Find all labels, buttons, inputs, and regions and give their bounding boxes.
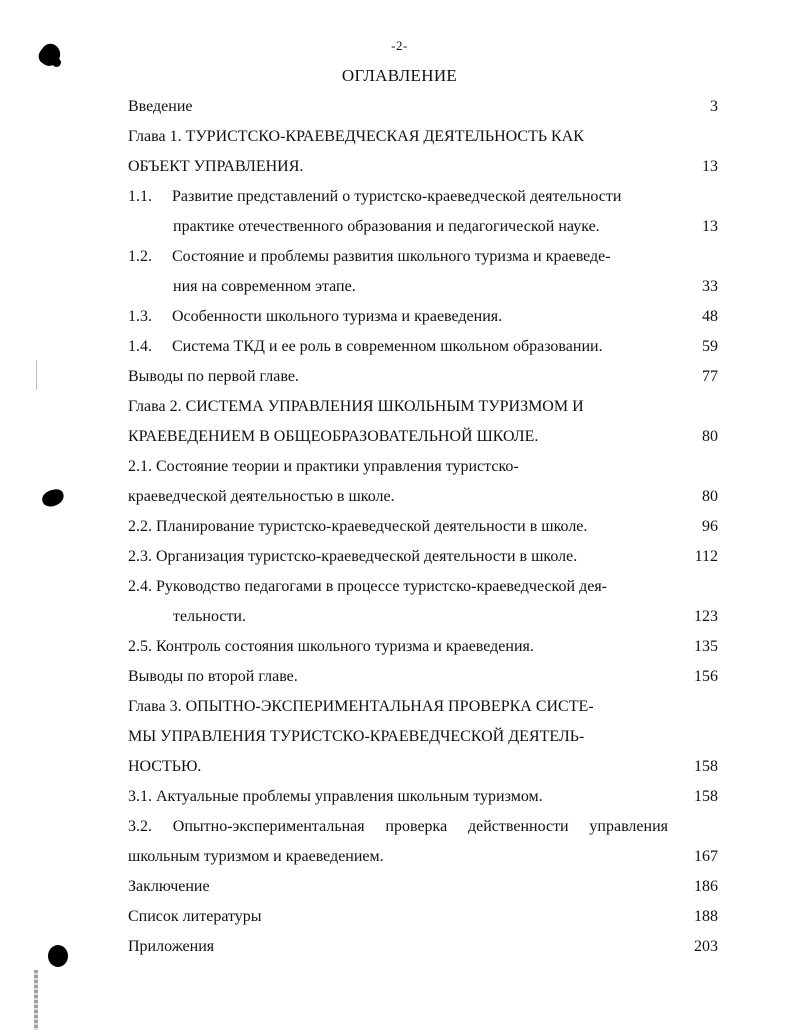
toc-entry-text: Особенности школьного туризма и краеведения. [172, 308, 503, 325]
toc-entry-section-2-3 [128, 542, 718, 572]
toc-entry-page: 3 [710, 98, 718, 115]
toc-entry-references [128, 902, 718, 932]
toc-entry-section-2-1-cont [128, 482, 718, 512]
toc-entry-page: 135 [694, 638, 718, 655]
toc-entry-text: ОБЪЕКТ УПРАВЛЕНИЯ. [128, 158, 304, 175]
toc-entry-text: Введение [128, 98, 193, 115]
toc-entry-text: Глава 2. СИСТЕМА УПРАВЛЕНИЯ ШКОЛЬНЫМ ТУРИЗМОМ И [128, 398, 584, 415]
toc-entry-section-1-3 [128, 302, 718, 332]
toc-entry-text: 2.4. Руководство педагогами в процессе туристско-краеведческой дея- [128, 578, 608, 595]
toc-entry-page: 158 [694, 788, 718, 805]
toc-entry-section-1-2 [128, 242, 718, 272]
toc-entry-text: Глава 1. ТУРИСТСКО-КРАЕВЕДЧЕСКАЯ ДЕЯТЕЛЬНОСТЬ КАК [128, 128, 584, 145]
toc-entry-text: 3.1. Актуальные проблемы управления школьным туризмом. [128, 788, 543, 805]
toc-entry-text: МЫ УПРАВЛЕНИЯ ТУРИСТСКО-КРАЕВЕДЧЕСКОЙ ДЕЯТЕЛЬ- [128, 728, 585, 745]
toc-entry-section-2-4-cont [128, 602, 718, 632]
toc-entry-text: школьным туризмом и краеведением. [128, 848, 384, 865]
toc-entry-number: 1.2. [128, 248, 152, 265]
toc-entry-chapter-2-cont [128, 422, 718, 452]
toc-entry-text: Заключение [128, 878, 210, 895]
toc-entry-page: 188 [694, 908, 718, 925]
toc-entry-section-3-2-cont [128, 842, 718, 872]
toc-entry-page: 112 [694, 548, 718, 565]
toc-entry-page: 33 [702, 278, 718, 295]
toc-entry-text: Система ТКД и ее роль в современном школьном образовании. [172, 338, 603, 355]
toc-entry-page: 156 [694, 668, 718, 685]
toc-entry-chapter-1-cont [128, 152, 718, 182]
toc-entry-number: 1.3. [128, 308, 152, 325]
ink-blot [40, 487, 65, 508]
toc-entry-section-1-1 [128, 182, 718, 212]
ink-blot [48, 945, 68, 967]
toc-entry-text: ния на современном этапе. [173, 278, 356, 295]
toc-entry-section-3-1 [128, 782, 718, 812]
toc-entry-text: Состояние и проблемы развития школьного туризма и краеведе- [172, 248, 611, 265]
toc-entry-text: Список литературы [128, 908, 262, 925]
toc-entry-text: 2.1. Состояние теории и практики управления туристско- [128, 458, 519, 475]
toc-entry-page: 158 [694, 758, 718, 775]
toc-entry-page: 186 [694, 878, 718, 895]
toc-title: ОГЛАВЛЕНИЕ [341, 66, 458, 85]
toc-entry-chapter-3 [128, 692, 718, 722]
toc-entry-appendices [128, 932, 718, 962]
toc-entry-page: 13 [702, 218, 718, 235]
toc-entry-page: 167 [694, 848, 718, 865]
toc-entry-conclusions-2 [128, 662, 718, 692]
toc-entry-page: 77 [702, 368, 718, 385]
toc-entry-page: 48 [702, 308, 718, 325]
toc-entry-section-3-2 [128, 812, 718, 842]
toc-entry-page: 59 [702, 338, 718, 355]
scan-edge-mark [34, 970, 38, 1030]
toc-entry-text: 2.3. Организация туристско-краеведческой деятельности в школе. [128, 548, 578, 565]
toc-entry-text: НОСТЬЮ. [128, 758, 202, 775]
toc-entry-section-2-5 [128, 632, 718, 662]
toc-entry-intro [128, 92, 718, 122]
toc-entry-text: тельности. [173, 608, 246, 625]
toc-entry-text: 3.2. Опытно-экспериментальная проверка действенности управления [128, 818, 668, 835]
toc-entry-chapter-3-cont2 [128, 752, 718, 782]
toc-entry-chapter-1 [128, 122, 718, 152]
toc-entry-page: 96 [702, 518, 718, 535]
toc-entry-text: краеведческой деятельностью в школе. [128, 488, 395, 505]
toc-entry-chapter-3-cont [128, 722, 718, 752]
toc-entry-page: 13 [702, 158, 718, 175]
toc-entry-text: Приложения [128, 938, 215, 955]
page-number: -2- [391, 38, 408, 53]
toc-entry-section-2-2 [128, 512, 718, 542]
scan-edge-mark [36, 360, 37, 390]
toc-entry-section-2-4 [128, 572, 718, 602]
toc-entry-section-1-4 [128, 332, 718, 362]
toc-entry-page: 80 [702, 428, 718, 445]
toc-entry-page: 123 [694, 608, 718, 625]
toc-entry-text: 2.2. Планирование туристско-краеведческой деятельности в школе. [128, 518, 588, 535]
toc-entry-text: КРАЕВЕДЕНИЕМ В ОБЩЕОБРАЗОВАТЕЛЬНОЙ ШКОЛЕ. [128, 428, 539, 445]
toc-entry-text: Выводы по первой главе. [128, 368, 299, 385]
toc-entry-section-2-1 [128, 452, 718, 482]
table-of-contents [128, 92, 718, 962]
toc-entry-conclusion [128, 872, 718, 902]
toc-entry-page: 203 [694, 938, 718, 955]
toc-entry-text: 2.5. Контроль состояния школьного туризма и краеведения. [128, 638, 534, 655]
toc-entry-number: 1.4. [128, 338, 152, 355]
toc-entry-text: Развитие представлений о туристско-краеведческой деятельности [172, 188, 622, 205]
toc-entry-text: Глава 3. ОПЫТНО-ЭКСПЕРИМЕНТАЛЬНАЯ ПРОВЕРКА СИСТЕ- [128, 698, 594, 715]
toc-entry-conclusions-1 [128, 362, 718, 392]
toc-entry-number: 1.1. [128, 188, 152, 205]
toc-entry-section-1-2-cont [128, 272, 718, 302]
toc-entry-text: Выводы по второй главе. [128, 668, 298, 685]
toc-entry-text: практике отечественного образования и педагогической науке. [173, 218, 600, 235]
toc-entry-chapter-2 [128, 392, 718, 422]
toc-entry-section-1-1-cont [128, 212, 718, 242]
toc-entry-page: 80 [702, 488, 718, 505]
